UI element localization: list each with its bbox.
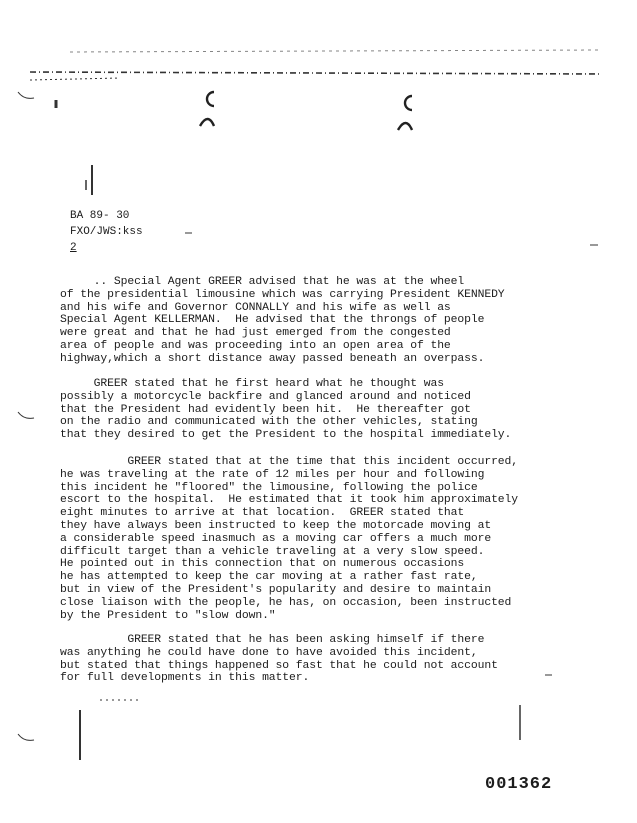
- text-line: highway,which a short distance away passed beneath an overpass.: [60, 352, 485, 365]
- file-number: BA 89- 30: [70, 210, 130, 222]
- text-line: GREER stated that he has been asking himself if there: [60, 634, 485, 646]
- text-line: for full developments in this matter.: [60, 672, 310, 685]
- text-line: he was traveling at the rate of 12 miles per hour and following: [60, 468, 485, 481]
- text-line: GREER stated that he first heard what he thought was: [60, 378, 444, 390]
- dictation-initials: FXO/JWS:kss: [70, 226, 143, 238]
- paragraph-4: [60, 634, 575, 685]
- text-line: a considerable speed inasmuch as a moving car offers a much more: [60, 532, 492, 545]
- text-line: but stated that things happened so fast that he could not account: [60, 659, 498, 672]
- page-number: 2: [70, 242, 77, 254]
- text-line: that the President had evidently been hit. He thereafter got: [60, 403, 471, 416]
- text-line: they have always been instructed to keep the motorcade moving at: [60, 519, 492, 532]
- text-line: difficult target than a vehicle traveling at a very slow speed.: [60, 545, 485, 558]
- text-line: was anything he could have done to have avoided this incident,: [60, 646, 478, 659]
- text-line: area of people and was proceeding into an open area of the: [60, 339, 451, 352]
- text-line: he has attempted to keep the car moving at a rather fast rate,: [60, 571, 478, 584]
- text-line: eight minutes to arrive at that location. GREER stated that: [60, 507, 465, 520]
- text-line: this incident he "floored" the limousine, following the police: [60, 481, 478, 494]
- text-line: on the radio and communicated with the other vehicles, stating: [60, 416, 478, 429]
- text-line: He pointed out in this connection that on numerous occasions: [60, 558, 465, 571]
- text-line: that they desired to get the President to the hospital immediately.: [60, 429, 512, 442]
- text-line: GREER stated that at the time that this incident occurred,: [60, 456, 519, 468]
- serial-number: 001362: [485, 775, 553, 794]
- text-line: of the presidential limousine which was carrying President KENNEDY: [60, 288, 505, 301]
- paragraph-1: [60, 276, 575, 366]
- text-line: but in view of the President's popularity and desire to maintain: [60, 583, 492, 596]
- text-line: Special Agent KELLERMAN. He advised that the throngs of people: [60, 314, 485, 327]
- paragraph-3: [60, 456, 575, 622]
- text-line: by the President to "slow down.": [60, 609, 276, 622]
- paragraph-2: [60, 378, 575, 442]
- text-line: close liaison with the people, he has, on occasion, been instructed: [60, 596, 512, 609]
- text-line: were great and that he had just emerged from the congested: [60, 327, 451, 340]
- file-header: [70, 208, 143, 256]
- text-line: and his wife and Governor CONNALLY and his wife as well as: [60, 301, 451, 314]
- text-line: .. Special Agent GREER advised that he was at the wheel: [60, 276, 465, 288]
- text-line: escort to the hospital. He estimated that it took him approximately: [60, 494, 519, 507]
- text-line: possibly a motorcycle backfire and glanced around and noticed: [60, 390, 471, 403]
